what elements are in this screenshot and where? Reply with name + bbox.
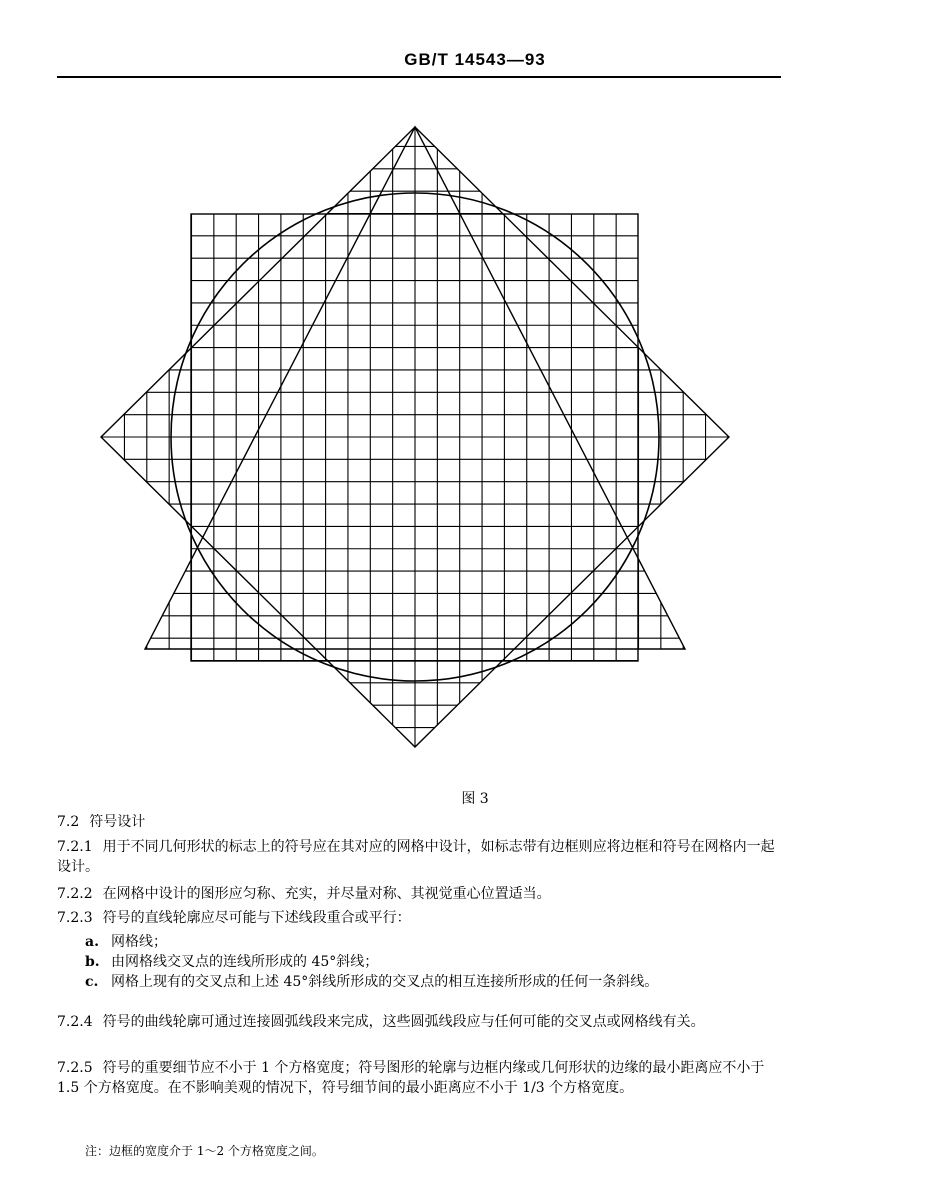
clause-text: 符号的曲线轮廓可通过连接圆弧线段来完成，这些圆弧线段应与任何可能的交叉点或网格线有关。 (102, 1014, 705, 1030)
clause-7-2-1 (57, 837, 781, 877)
note: 注：边框的宽度介于 1～2 个方格宽度之间。 (85, 1144, 324, 1158)
clause-text: 在网格中设计的图形应匀称、充实，并尽量对称、其视觉重心位置适当。 (102, 886, 551, 902)
list-item-text: 由网格线交叉点的连线所形成的 45°斜线； (111, 954, 379, 970)
standard-code-header: GB/T 14543—93 (404, 50, 546, 69)
clause-7-2-2 (57, 884, 781, 904)
grid-lines (80, 102, 751, 773)
clause-text: 符号的重要细节应不小于 1 个方格宽度；符号图形的轮廓与边框内缘或几何形状的边缘的最小距离应不小于 1.5 个方格宽度。在不影响美观的情况下，符号细节间的最小距离应不小于 1/3 个方格宽度。 (57, 1060, 765, 1096)
section-number: 7.2 (57, 814, 80, 830)
clause-number: 7.2.5 (57, 1060, 93, 1076)
clause-7-2-3 (57, 908, 781, 928)
clause-number: 7.2.2 (57, 886, 93, 902)
clause-number: 7.2.4 (57, 1014, 93, 1030)
list-item (57, 932, 781, 952)
list-item-label: b. (85, 954, 100, 970)
figure-caption: 图 3 (461, 791, 489, 807)
clause-number: 7.2.3 (57, 910, 93, 926)
list-item-label: a. (85, 934, 99, 950)
list-item-text: 网格上现有的交叉点和上述 45°斜线所形成的交叉点的相互连接所形成的任何一条斜线。 (111, 974, 659, 990)
clause-list (57, 932, 781, 992)
list-item-text: 网格线； (111, 934, 167, 950)
list-item (57, 972, 781, 992)
section-heading (57, 812, 781, 832)
clause-7-2-4 (57, 1012, 781, 1032)
list-item (57, 952, 781, 972)
clause-text: 符号的直线轮廓应尽可能与下述线段重合或平行： (102, 910, 411, 926)
section-title: 符号设计 (89, 814, 146, 830)
clause-number: 7.2.1 (57, 839, 93, 855)
list-item-label: c. (85, 974, 99, 990)
clause-text: 用于不同几何形状的标志上的符号应在其对应的网格中设计，如标志带有边框则应将边框和符号在网格内一起设计。 (57, 839, 775, 875)
clause-7-2-5 (57, 1058, 781, 1098)
